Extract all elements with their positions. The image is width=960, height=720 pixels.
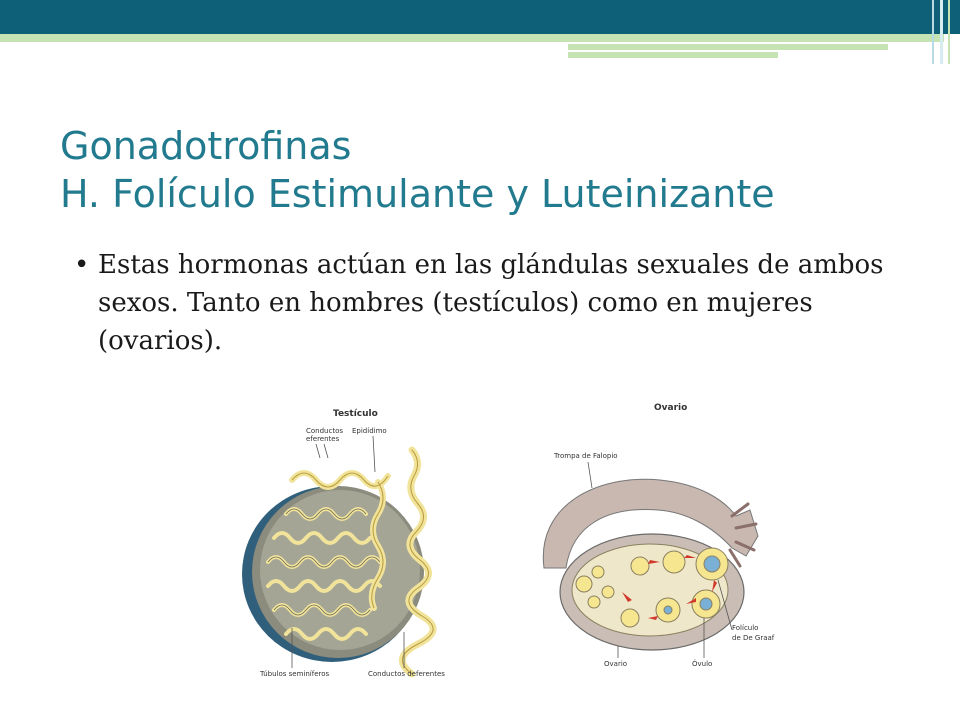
ovary-label-ovary: Ovario bbox=[604, 660, 628, 668]
ovary-label-tube: Trompa de Falopio bbox=[554, 452, 618, 460]
ovary-label-ovum: Óvulo bbox=[692, 660, 713, 668]
accent-stripe-short bbox=[568, 44, 888, 50]
testicle-label-deferent: Conductos deferentes bbox=[368, 670, 445, 678]
ovary-label-follicle-1: Folículo bbox=[732, 624, 759, 632]
testicle-diagram bbox=[228, 396, 486, 686]
accent-stripe bbox=[0, 34, 944, 42]
ovary-label-follicle-2: de De Graaf bbox=[732, 634, 775, 642]
header-bar bbox=[0, 0, 960, 34]
bullet-item: • Estas hormonas actúan en las glándulas sexuales de ambos sexos. Tanto en hombres (testículos) como en mujeres (ovarios). bbox=[72, 246, 912, 360]
slide-title-line-2: H. Folículo Estimulante y Luteinizante bbox=[60, 172, 775, 216]
ovary-diagram bbox=[536, 396, 775, 684]
slide-title bbox=[60, 122, 775, 218]
slide-title-line-1: Gonadotrofinas bbox=[60, 124, 352, 168]
testicle-label-efferent-1: Conductos bbox=[306, 427, 344, 435]
testicle-title: Testículo bbox=[333, 409, 378, 419]
testicle-label-tubules: Túbulos seminíferos bbox=[260, 670, 330, 678]
accent-stripe-tiny bbox=[568, 52, 778, 58]
ovary-title: Ovario bbox=[654, 403, 688, 413]
testicle-label-efferent-2: eferentes bbox=[306, 435, 340, 443]
header-edge-lines bbox=[928, 0, 960, 64]
testicle-label-epididymis: Epidídimo bbox=[352, 427, 387, 435]
bullet-list bbox=[72, 246, 912, 360]
